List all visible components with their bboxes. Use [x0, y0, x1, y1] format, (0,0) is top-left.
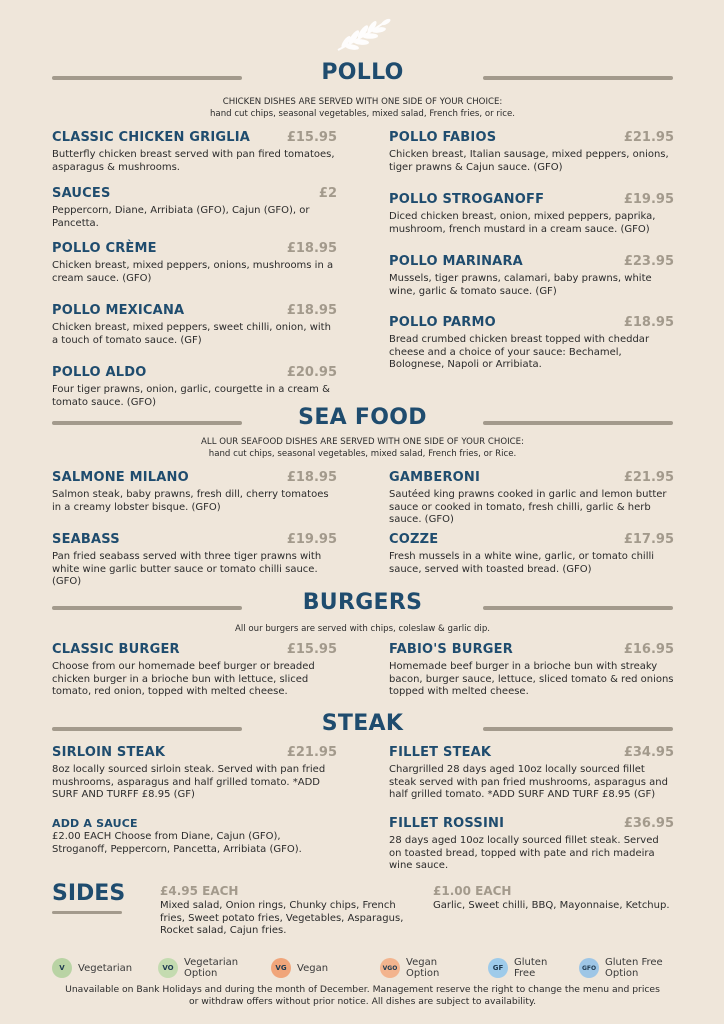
legend-label: Vegetarian — [78, 962, 133, 974]
item-description: Butterfly chicken breast served with pan fired tomatoes, asparagus & mushrooms. — [52, 149, 335, 173]
legend-item — [579, 954, 669, 982]
item-description: Diced chicken breast, onion, mixed peppers, paprika, mushroom, french mustard in a cream sauce. (GFO) — [389, 211, 656, 235]
legend-label: Gluten Free — [514, 957, 548, 979]
item-description: Chicken breast, Italian sausage, mixed peppers, onions, tiger prawns & Cajun sauce. (GFO) — [389, 149, 669, 173]
item-price: £19.95 — [286, 532, 337, 547]
item-name: POLLO STROGANOFF — [389, 192, 545, 207]
section-note — [52, 436, 673, 460]
item-name: POLLO PARMO — [389, 315, 496, 330]
item-name: CLASSIC BURGER — [52, 642, 180, 657]
item-description: Chargrilled 28 days aged 10oz locally sourced fillet steak served with pan fried mushrooms, asparagus and half grilled tomato. *ADD SURF AND TURF £8.95 (GF) — [389, 764, 668, 800]
legend-item — [158, 954, 246, 982]
footer-line: Unavailable on Bank Holidays and during the month of December. Management reserve the right to change the menu and prices — [65, 984, 660, 995]
menu-item — [389, 642, 674, 699]
item-description: Pan fried seabass served with three tiger prawns with white wine garlic butter sauce or tomato chilli sauce. (GFO) — [52, 551, 322, 587]
item-name: POLLO ALDO — [52, 365, 147, 380]
section-note — [52, 623, 673, 635]
menu-item — [389, 470, 674, 527]
item-price: £23.95 — [623, 254, 674, 269]
sides-price: £1.00 EACH — [433, 884, 512, 898]
menu-item — [52, 532, 337, 589]
menu-item — [389, 745, 674, 802]
gluten-free-option-badge-icon: GFO — [579, 958, 599, 978]
item-name: POLLO FABIOS — [389, 130, 497, 145]
note-line: CHICKEN DISHES ARE SERVED WITH ONE SIDE OF YOUR CHOICE: — [222, 97, 503, 107]
item-description: £2.00 EACH Choose from Diane, Cajun (GFO), Stroganoff, Peppercorn, Pancetta, Arribiata (GFO). — [52, 831, 302, 855]
item-price: £2 — [318, 186, 337, 201]
note-line: ALL OUR SEAFOOD DISHES ARE SERVED WITH ONE SIDE OF YOUR CHOICE: — [201, 437, 524, 447]
item-price: £36.95 — [623, 816, 674, 831]
item-description: Mussels, tiger prawns, calamari, baby prawns, white wine, garlic & tomato sauce. (GF) — [389, 273, 652, 297]
item-name: POLLO MARINARA — [389, 254, 523, 269]
item-description: Sautéed king prawns cooked in garlic and lemon butter sauce or cooked in tomato, fresh chilli, garlic & herb sauce. (GFO) — [389, 489, 667, 525]
item-name: FILLET ROSSINI — [389, 816, 505, 831]
item-description: Choose from our homemade beef burger or breaded chicken burger in a brioche bun with lettuce, sliced tomato, red onion, topped with melted cheese. — [52, 661, 315, 697]
item-description: 28 days aged 10oz locally sourced fillet steak. Served on toasted bread, topped with pate and rich madeira wine sauce. — [389, 835, 659, 871]
vegan-badge-icon: VG — [271, 958, 291, 978]
item-price: £21.95 — [623, 470, 674, 485]
item-description: Homemade beef burger in a brioche bun with streaky bacon, burger sauce, lettuce, sliced tomato & red onions topped with melted cheese. — [389, 661, 674, 697]
item-price: £18.95 — [623, 315, 674, 330]
dietary-legend — [52, 954, 673, 982]
item-name: SIRLOIN STEAK — [52, 745, 166, 760]
gluten-free-badge-icon: GF — [488, 958, 508, 978]
legend-label: Vegan Option — [406, 957, 440, 979]
item-description: Four tiger prawns, onion, garlic, courgette in a cream & tomato sauce. (GFO) — [52, 384, 330, 408]
item-price: £15.95 — [286, 130, 337, 145]
menu-item — [52, 130, 337, 174]
item-name: POLLO CRÈME — [52, 241, 157, 256]
menu-item — [389, 254, 674, 298]
sides-title: SIDES — [52, 881, 126, 906]
divider — [483, 421, 673, 425]
item-description: Bread crumbed chicken breast topped with cheddar cheese and a choice of your sauce: Bechamel, Bolognese, Napoli or Arribiata. — [389, 334, 650, 370]
menu-item — [389, 816, 674, 873]
item-description: Chicken breast, mixed peppers, sweet chilli, onion, with a touch of tomato sauce. (GF) — [52, 322, 331, 346]
item-name: COZZE — [389, 532, 439, 547]
item-description: Peppercorn, Diane, Arribiata (GFO), Cajun (GFO), or Pancetta. — [52, 205, 310, 229]
section-header-burgers — [52, 590, 673, 620]
item-name: FILLET STEAK — [389, 745, 492, 760]
note-line: hand cut chips, seasonal vegetables, mixed salad, French fries, or rice. — [209, 109, 516, 119]
section-title: STEAK — [321, 711, 404, 736]
legend-label: Vegetarian Option — [184, 957, 239, 979]
menu-item — [52, 365, 337, 409]
item-name: SAUCES — [52, 186, 111, 201]
legend-item — [271, 954, 328, 982]
item-description: 8oz locally sourced sirloin steak. Served with pan fried mushrooms, asparagus and half grilled tomato. *ADD SURF AND TURFF £8.95 (GF) — [52, 764, 326, 800]
item-price: £18.95 — [286, 303, 337, 318]
sides-description: Garlic, Sweet chilli, BBQ, Mayonnaise, Ketchup. — [433, 900, 670, 911]
note-line: All our burgers are served with chips, coleslaw & garlic dip. — [234, 624, 491, 634]
section-header-seafood — [52, 405, 673, 435]
menu-item — [52, 642, 337, 699]
item-price: £21.95 — [623, 130, 674, 145]
note-line: hand cut chips, seasonal vegetables, mixed salad, French fries, or Rice. — [208, 449, 517, 459]
vegan-option-badge-icon: VGO — [380, 958, 400, 978]
item-price: £16.95 — [623, 642, 674, 657]
legend-item — [488, 954, 554, 982]
menu-item — [389, 315, 674, 372]
menu-item — [389, 130, 674, 174]
item-price: £15.95 — [286, 642, 337, 657]
menu-item — [52, 470, 337, 514]
sides-description: Mixed salad, Onion rings, Chunky chips, French fries, Sweet potato fries, Vegetables, Asparagus, Rocket salad, Cajun fries. — [160, 900, 404, 936]
footer-line: or withdraw offers without prior notice. All dishes are subject to availability. — [188, 996, 537, 1007]
legend-item — [380, 954, 446, 982]
item-price: £21.95 — [286, 745, 337, 760]
item-price: £34.95 — [623, 745, 674, 760]
sides-price: £4.95 EACH — [160, 884, 239, 898]
item-description: Chicken breast, mixed peppers, onions, mushrooms in a cream sauce. (GFO) — [52, 260, 334, 284]
vegetarian-option-badge-icon: VO — [158, 958, 178, 978]
item-name: ADD A SAUCE — [52, 817, 138, 830]
legend-label: Vegan — [297, 962, 329, 974]
legend-item — [52, 954, 132, 982]
section-title: BURGERS — [302, 590, 423, 615]
item-description: Fresh mussels in a white wine, garlic, or tomato chilli sauce, served with toasted bread. (GFO) — [389, 551, 655, 575]
item-name: POLLO MEXICANA — [52, 303, 185, 318]
leaf-sprig-icon — [332, 16, 394, 54]
divider — [52, 911, 122, 914]
item-price: £18.95 — [286, 470, 337, 485]
section-title: POLLO — [321, 60, 404, 85]
section-header-steak — [52, 711, 673, 741]
sides-group — [160, 884, 410, 938]
item-price: £19.95 — [623, 192, 674, 207]
divider — [483, 606, 673, 610]
divider — [483, 727, 673, 731]
menu-item — [52, 817, 337, 856]
menu-item — [389, 192, 674, 236]
menu-item — [389, 532, 674, 576]
menu-item — [52, 241, 337, 285]
section-note — [52, 96, 673, 120]
item-name: FABIO'S BURGER — [389, 642, 513, 657]
vegetarian-badge-icon: V — [52, 958, 72, 978]
item-name: SEABASS — [52, 532, 120, 547]
item-price: £18.95 — [286, 241, 337, 256]
item-name: GAMBERONI — [389, 470, 481, 485]
menu-item — [52, 186, 337, 230]
menu-item — [52, 303, 337, 347]
legend-label: Gluten Free Option — [605, 957, 663, 979]
divider — [483, 76, 673, 80]
menu-item — [52, 745, 337, 802]
section-title: SEA FOOD — [298, 405, 427, 430]
sides-group — [433, 884, 678, 913]
item-description: Salmon steak, baby prawns, fresh dill, cherry tomatoes in a creamy lobster bisque. (GFO) — [52, 489, 329, 513]
item-name: CLASSIC CHICKEN GRIGLIA — [52, 130, 251, 145]
item-price: £20.95 — [286, 365, 337, 380]
item-price: £17.95 — [623, 532, 674, 547]
item-name: SALMONE MILANO — [52, 470, 189, 485]
footer-disclaimer — [40, 984, 685, 1008]
section-header-pollo — [52, 60, 673, 90]
